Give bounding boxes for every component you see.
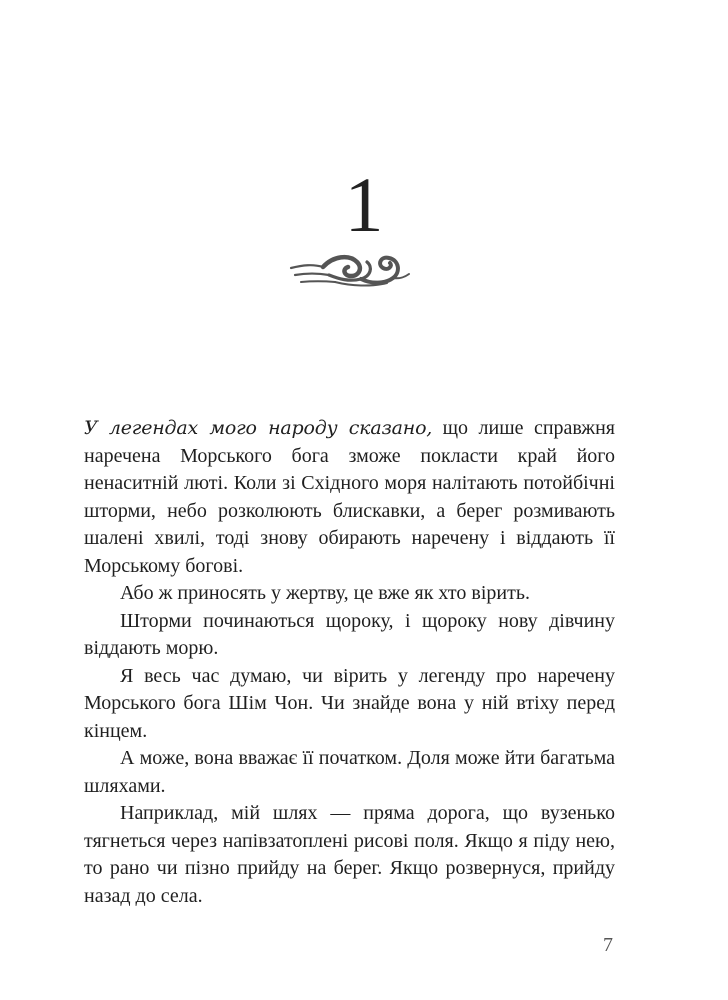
paragraph-5: А може, вона вважає її початком. Доля може йти багатьма шляхами. [84, 747, 615, 797]
chapter-number: 1 [344, 161, 384, 248]
chapter-text [84, 415, 615, 910]
paragraph-1 [84, 415, 615, 580]
lead-in-phrase: У легендах мого народу сказано, [84, 417, 433, 439]
paragraph-1-text: що лише справжня наречена Морського бога зможе покласти край його ненаситній люті. Коли зі Східного моря налітають потойбічні шторми, небо розколюють блискавки, а берег розмивають шалені хвилі, тоді знову обирають наречену і віддають її Морському богові. [84, 417, 616, 577]
paragraph-2: Або ж приносять у жертву, це вже як хто вірить. [120, 582, 530, 604]
paragraph-3: Шторми починаються щороку, і щороку нову дівчину віддають морю. [84, 609, 615, 659]
paragraph-4: Я весь час думаю, чи вірить у легенду про наречену Морського бога Шім Чон. Чи знайде вона у ній втіху перед кінцем. [84, 664, 615, 742]
paragraph-6: Наприклад, мій шлях — пряма дорога, що вузенько тягнеться через напівзатоплені рисові поля. Якщо я піду нею, то рано чи пізно прийду на берег. Якщо розвернуся, прийду назад до села. [84, 802, 615, 907]
page-number: 7 [603, 934, 613, 956]
wave-ornament-icon [289, 248, 411, 292]
